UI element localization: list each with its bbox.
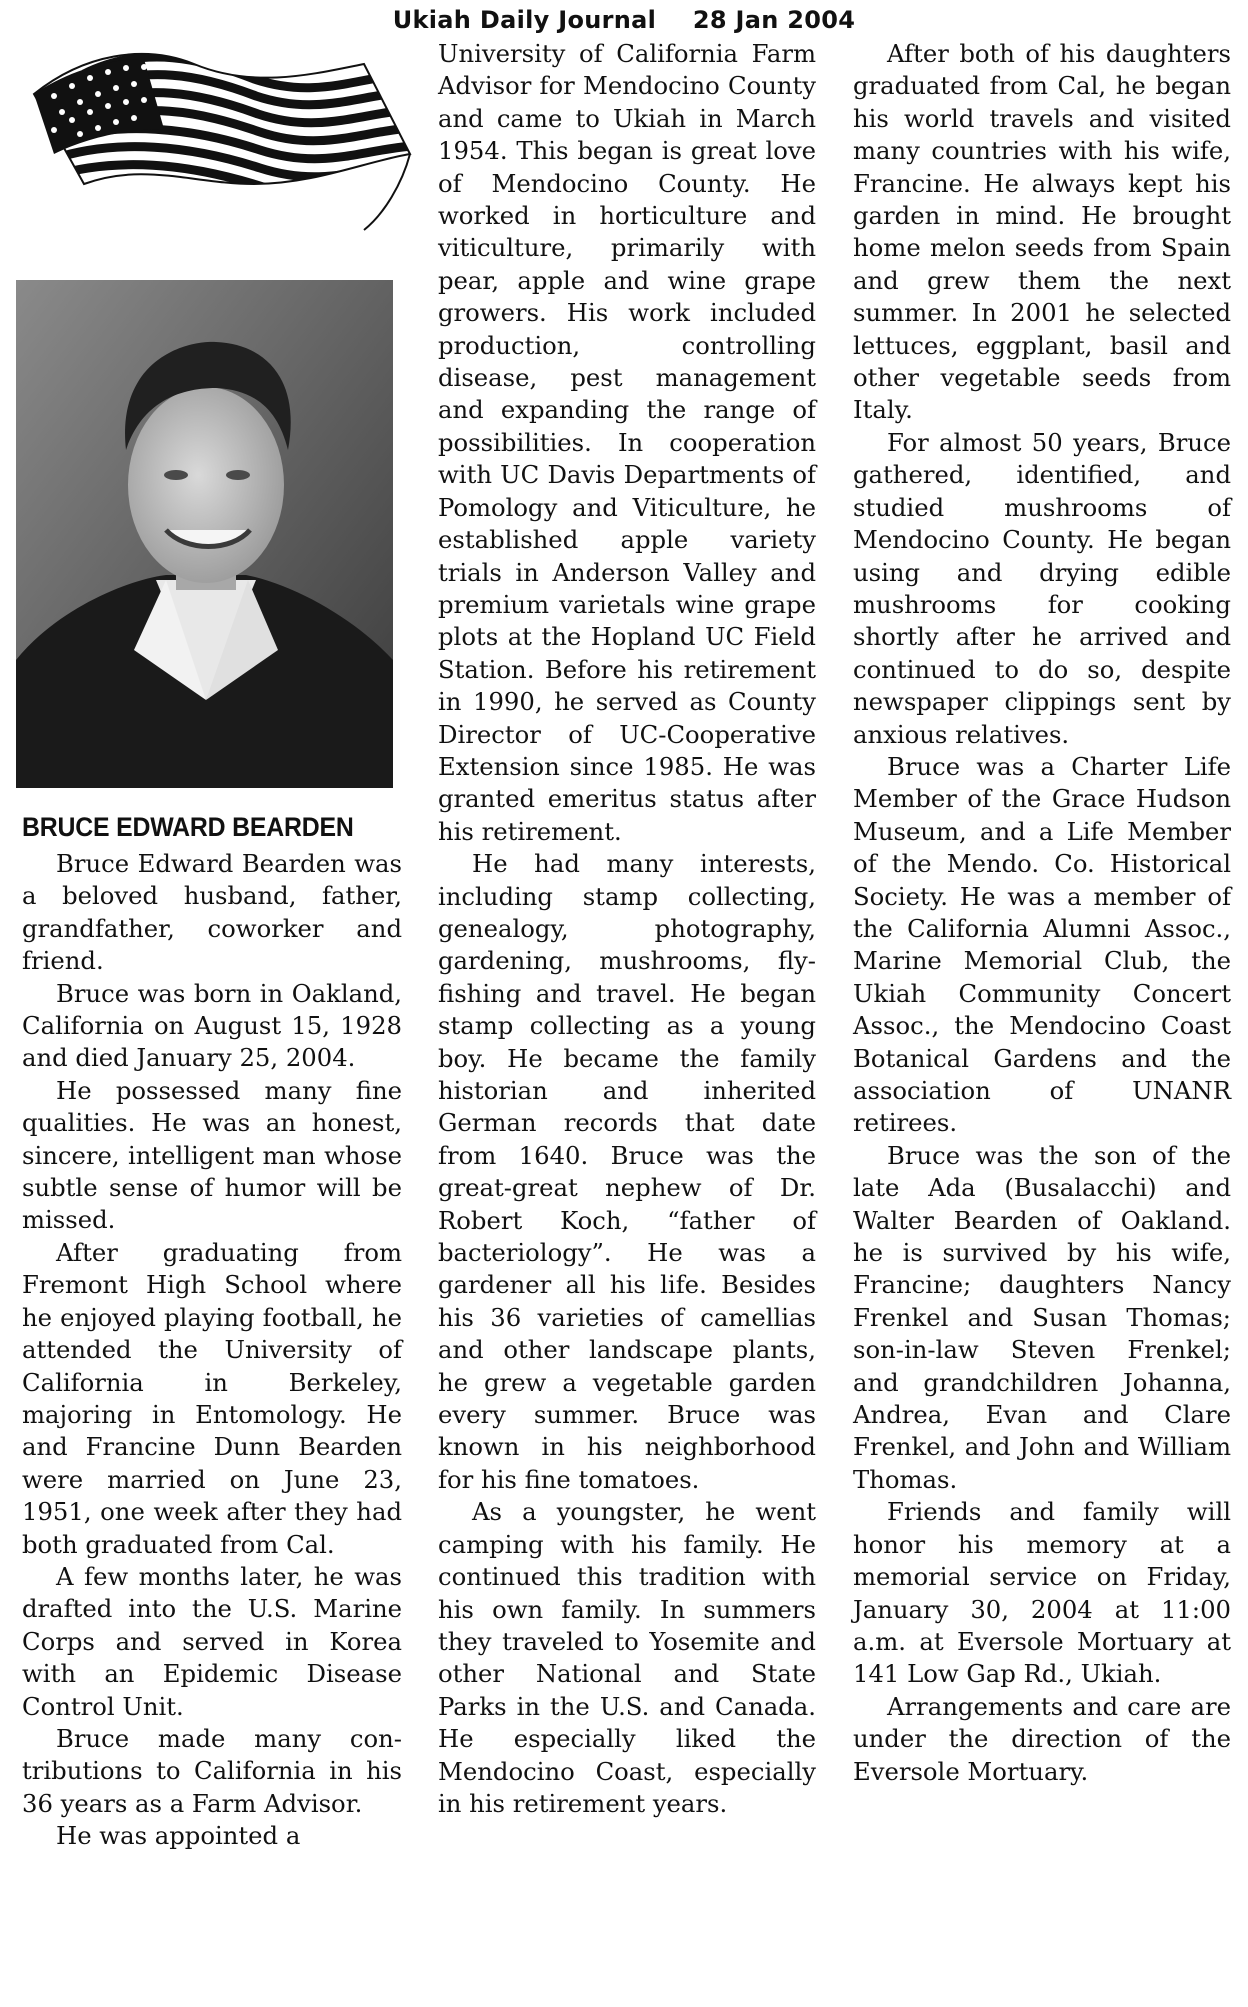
portrait-illustration bbox=[16, 280, 393, 788]
paragraph-memberships: Bruce was a Charter Life Member of the Grace Hudson Museum, and a Life Member of the Mendo. Co. Historical Society. He was a member of the California Alumni Assoc., Marine Memorial Club, the Ukiah Community Concert Assoc., the Mendocino Coast Botanical Gardens and the association of UNANR retirees. bbox=[853, 751, 1231, 1138]
paragraph-military: A few months later, he was drafted into the U.S. Marine Corps and served in Korea with an Epidemic Disease Control Unit. bbox=[22, 1561, 402, 1721]
paragraph-qualities: He possessed many fine qualities. He was an honest, sincere, intelligent man whose subtle sense of humor will be missed. bbox=[22, 1075, 402, 1235]
article-column-1 bbox=[22, 848, 402, 1853]
portrait-photo bbox=[16, 280, 393, 788]
publication-date: 28 Jan 2004 bbox=[692, 6, 856, 34]
paragraph-education: After graduating from Fremont High School where he enjoyed playing football, he attended the University of California in Berkeley, majoring in Entomology. He and Francine Dunn Bearden were married on June 23, 1951, one week after they had both graduated from Cal. bbox=[22, 1237, 402, 1559]
article-column-3 bbox=[853, 38, 1231, 1788]
paragraph-tribute: Bruce Edward Bearden was a beloved husband, father, grandfather, coworker and friend. bbox=[22, 849, 402, 976]
paragraph-travels: After both of his daughters graduated from Cal, he began his world travels and visited many countries with his wife, Francine. He always kept his garden in mind. He brought home melon seeds from Spain and grew them the next summer. In 2001 he selected lettuces, eggplant, basil and other vegetable seeds from Italy. bbox=[853, 39, 1231, 425]
paragraph-career: University of California Farm Advisor for Mendocino County and came to Ukiah in March 1954. This began is great love of Mendocino County. He worked in horticulture and viticulture, primarily with pear, apple and wine grape growers. His work included production, controlling disease, pest management and expanding the range of possibilities. In cooperation with UC Davis Departments of Pomology and Viticulture, he established apple variety trials in Anderson Valley and premium varietals wine grape plots at the Hopland UC Field Station. Before his retirement in 1990, he served as County Director of UC-Cooperative Extension since 1985. He was granted emeritus status after his retirement. bbox=[438, 39, 816, 846]
obituary-name: BRUCE EDWARD BEARDEN bbox=[22, 812, 354, 842]
paragraph-appointment-start: He was appointed a bbox=[56, 1821, 301, 1851]
paragraph-birth: Bruce was born in Oakland, California on August 15, 1928 and died January 25, 2004. bbox=[22, 978, 402, 1073]
newspaper-name: Ukiah Daily Journal bbox=[392, 6, 657, 34]
article-column-2 bbox=[438, 38, 816, 1820]
paragraph-interests: He had many interests, including stamp collecting, genealogy, photography, gardening, mushrooms, flyfishing and travel. He began stamp collecting as a young boy. He became the family historian and inherited German records that date from 1640. Bruce was the great-great nephew of Dr. Robert Koch, “father of bacteriology”. He was a gardener all his life. Besides his 36 varieties of camellias and other landscape plants, he grew a vegetable garden every summer. Bruce was known in his neighborhood for his fine tomatoes. bbox=[438, 849, 816, 1494]
masthead bbox=[0, 6, 1248, 34]
american-flag-icon bbox=[24, 34, 420, 234]
paragraph-mushrooms: For almost 50 years, Bruce gathered, identified, and studied mushrooms of Mendocino County. He began using and drying edible mushrooms for cooking shortly after he arrived and continued to do so, despite newspaper clippings sent by anxious relatives. bbox=[853, 427, 1231, 749]
paragraph-camping: As a youngster, he went camping with his family. He continued this tradition with his own family. In summers they traveled to Yosemite and other National and State Parks in the U.S. and Canada. He especially liked the Mendocino Coast, especially in his retirement years. bbox=[438, 1497, 816, 1818]
paragraph-arrangements: Arrangements and care are under the direction of the Eversole Mortuary. bbox=[853, 1691, 1231, 1786]
paragraph-contributions: Bruce made many contributions to California in his 36 years as a Farm Advisor. bbox=[22, 1723, 402, 1818]
paragraph-survivors: Bruce was the son of the late Ada (Busalacchi) and Walter Bearden of Oakland. he is survived by his wife, Francine; daughters Nancy Frenkel and Susan Thomas; son-in-law Steven Frenkel; and grandchildren Johanna, Andrea, Evan and Clare Frenkel, and John and William Thomas. bbox=[853, 1140, 1231, 1494]
paragraph-memorial-service: Friends and family will honor his memory at a memorial service on Friday, January 30, 2004 at 11:00 a.m. at Eversole Mortuary at 141 Low Gap Rd., Ukiah. bbox=[853, 1497, 1231, 1689]
